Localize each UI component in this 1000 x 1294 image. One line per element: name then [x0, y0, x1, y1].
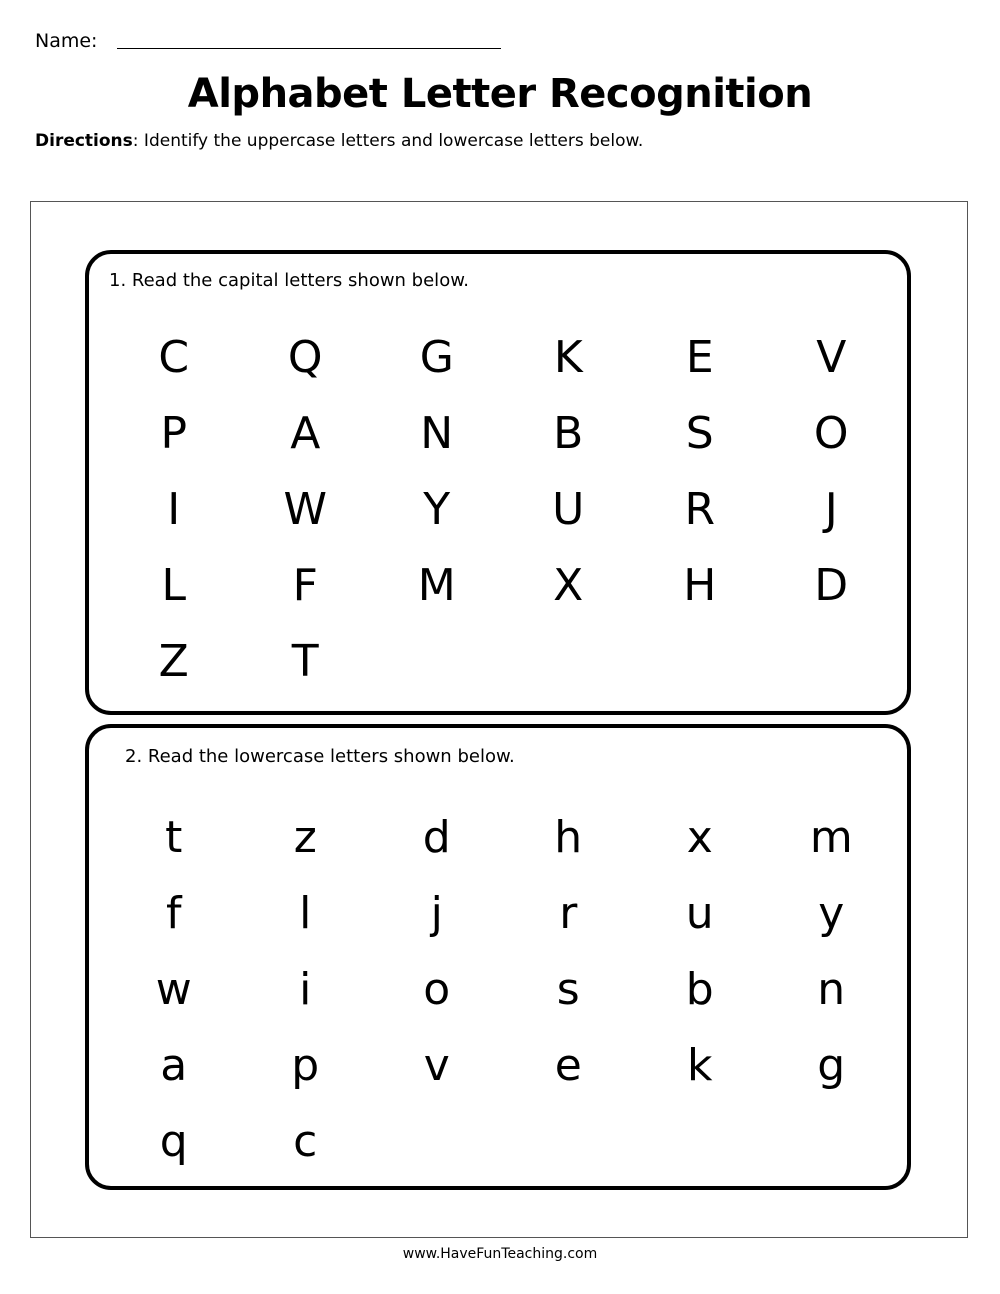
capital-letter: P [160, 408, 188, 459]
capital-letter: F [292, 560, 318, 611]
lowercase-letter: o [423, 964, 451, 1015]
capital-letter: D [814, 560, 849, 611]
capital-letter: U [552, 484, 585, 535]
capital-letter: E [685, 332, 714, 383]
capital-letter: K [553, 332, 583, 383]
directions [35, 130, 643, 152]
lowercase-letter: k [687, 1040, 713, 1091]
lowercase-letters-box [85, 724, 911, 1190]
lowercase-letter: g [817, 1040, 846, 1091]
capital-letter: A [290, 408, 321, 459]
capital-letter: Q [287, 332, 323, 383]
name-row [35, 30, 501, 52]
capital-letter: H [683, 560, 717, 611]
lowercase-letter: c [293, 1116, 318, 1167]
lowercase-letter: z [293, 812, 317, 863]
capital-letter: X [553, 560, 584, 611]
capital-letter: I [167, 484, 181, 535]
lowercase-letter: q [159, 1116, 188, 1167]
capital-letter: B [553, 408, 584, 459]
lowercase-letter: i [299, 964, 312, 1015]
name-line[interactable] [117, 48, 501, 49]
capital-letter: J [824, 484, 838, 535]
capital-letters-grid [108, 328, 897, 708]
capital-letter: R [684, 484, 716, 535]
lowercase-letter: b [685, 964, 714, 1015]
lowercase-letter: a [160, 1040, 188, 1091]
capital-letter: L [161, 560, 186, 611]
capital-letter: Y [423, 484, 451, 535]
lowercase-letter: n [817, 964, 846, 1015]
capital-letter: O [813, 408, 849, 459]
lowercase-letters-grid [108, 808, 897, 1188]
capital-letter: G [419, 332, 454, 383]
lowercase-letter: m [809, 812, 853, 863]
capital-letter: N [420, 408, 454, 459]
lowercase-letter: f [166, 888, 182, 939]
capital-letter: Z [158, 636, 189, 687]
capital-letters-box [85, 250, 911, 715]
name-label: Name: [35, 30, 98, 52]
lowercase-letters-instruction: 2. Read the lowercase letters shown below. [125, 746, 515, 767]
capital-letter: T [291, 636, 319, 687]
lowercase-letter: v [423, 1040, 450, 1091]
lowercase-letter: x [686, 812, 713, 863]
lowercase-letter: h [554, 812, 583, 863]
lowercase-letter: j [430, 888, 443, 939]
capital-letter: S [685, 408, 714, 459]
capital-letter: C [158, 332, 190, 383]
lowercase-letter: w [155, 964, 192, 1015]
page-title: Alphabet Letter Recognition [187, 71, 813, 117]
lowercase-letter: s [556, 964, 580, 1015]
lowercase-letter: p [291, 1040, 320, 1091]
capital-letters-instruction: 1. Read the capital letters shown below. [109, 270, 469, 291]
lowercase-letter: u [685, 888, 714, 939]
lowercase-letter: y [818, 888, 845, 939]
lowercase-letter: t [165, 812, 183, 863]
capital-letter: V [816, 332, 847, 383]
capital-letter: W [283, 484, 327, 535]
lowercase-letter: l [299, 888, 312, 939]
lowercase-letter: r [559, 888, 578, 939]
capital-letter: M [417, 560, 456, 611]
footer-url: www.HaveFunTeaching.com [402, 1246, 598, 1262]
lowercase-letter: e [554, 1040, 582, 1091]
directions-label: Directions [35, 131, 133, 151]
lowercase-letter: d [422, 812, 451, 863]
directions-text: : Identify the uppercase letters and lowercase letters below. [132, 131, 644, 151]
